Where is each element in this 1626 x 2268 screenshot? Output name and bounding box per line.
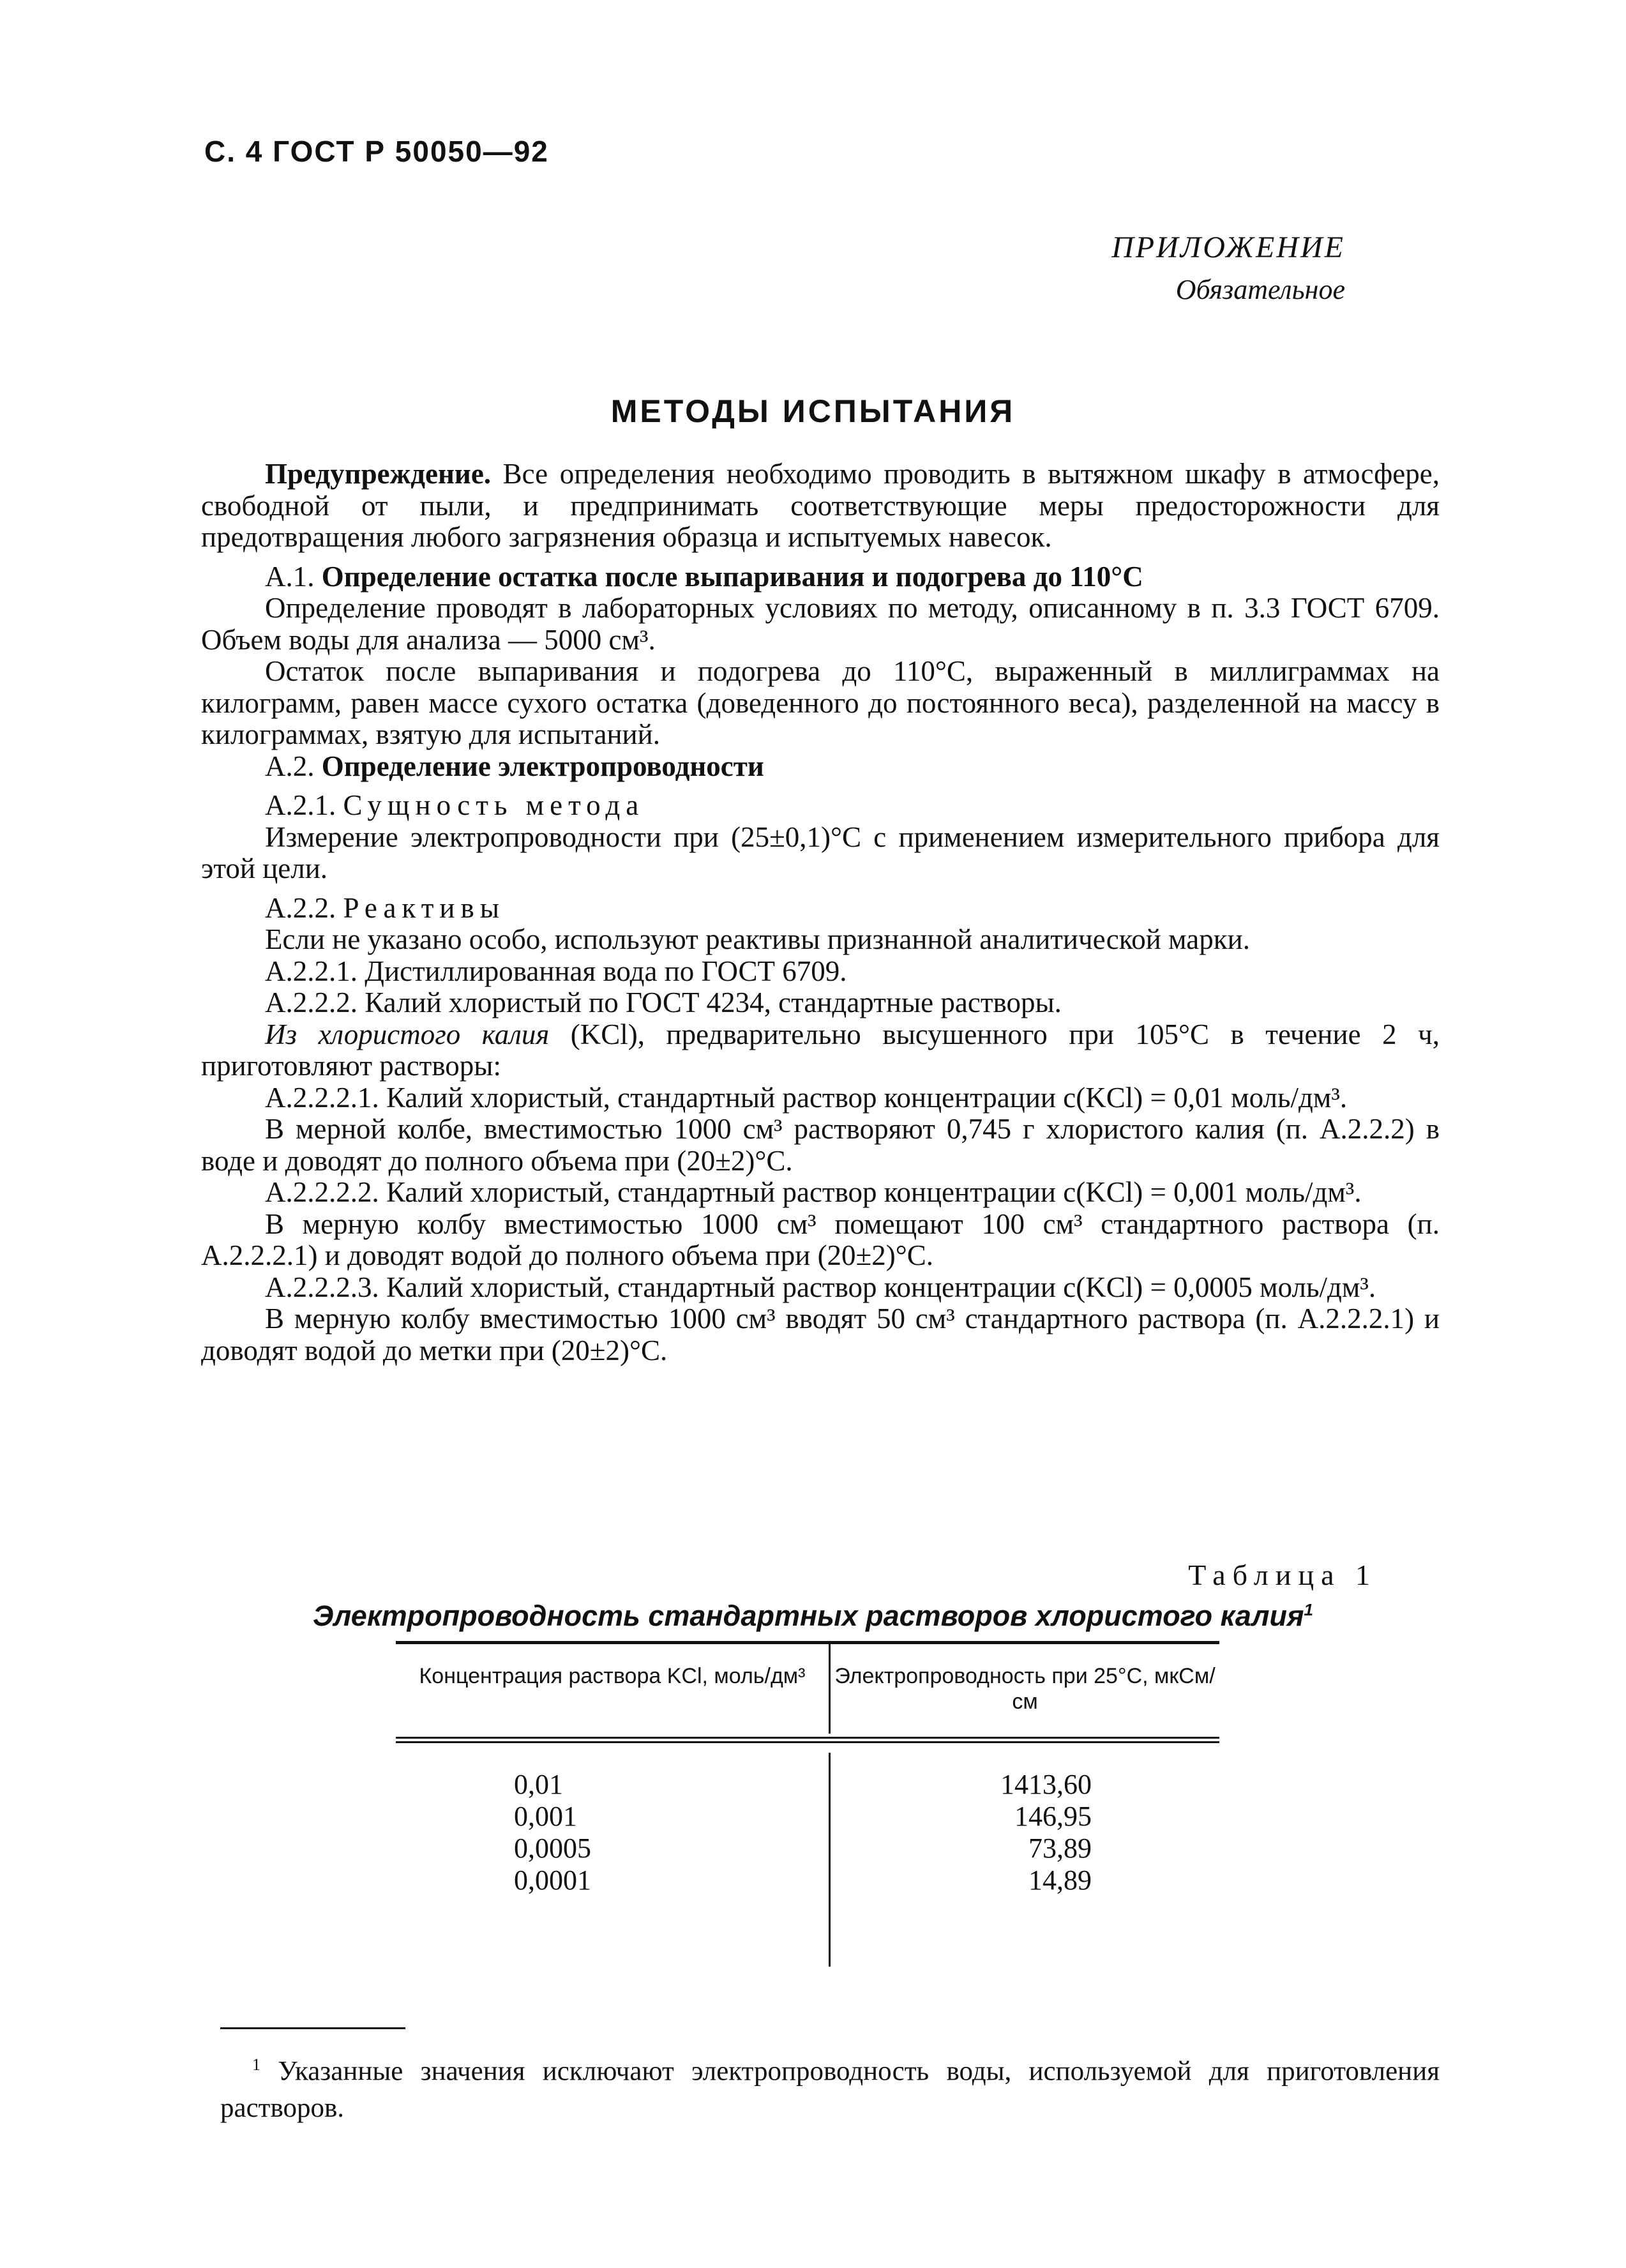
- table-rule: [396, 1741, 1219, 1743]
- table-title-text: Электропроводность стандартных растворов хлористого калия: [313, 1599, 1304, 1632]
- warning-paragraph: [201, 458, 1440, 554]
- section-a2-heading: [201, 751, 1440, 783]
- footnote-marker: 1: [252, 2055, 260, 2074]
- paragraph: А.2.2.2.1. Калий хлористый, стандартный раствор концентрации c(KCl) = 0,01 моль/дм³.: [265, 1081, 1348, 1114]
- section-title: МЕТОДЫ ИСПЫТАНИЯ: [610, 393, 1016, 429]
- paragraph: Если не указано особо, используют реактивы признанной аналитической марки.: [265, 923, 1250, 955]
- warning-text: Все определения необходимо проводить в вытяжном шкафу в атмосфере, свободной от пыли, и предпринимать соответствующие меры предосторожности для предотвращения любого загрязнения образца и испытуемых навесок.: [201, 458, 1440, 553]
- section-number: А.2.: [265, 750, 322, 782]
- section-number: А.2.2.: [265, 891, 343, 924]
- table-divider: [829, 1753, 831, 1967]
- table-caption: Таблица 1: [1188, 1559, 1377, 1591]
- table-cell: 14,89: [1028, 1864, 1092, 1896]
- table-cell: 1413,60: [1000, 1769, 1092, 1800]
- paragraph: А.2.2.2.2. Калий хлористый, стандартный раствор концентрации c(KCl) = 0,001 моль/дм³.: [265, 1176, 1362, 1208]
- table-cell: 0,01: [514, 1769, 563, 1800]
- footnote-text: Указанные значения исключают электропроводность воды, используемой для приготовления растворов.: [220, 2056, 1440, 2124]
- footnote-marker: 1: [1304, 1600, 1313, 1619]
- paragraph-text: (KCl), предварительно высушенного при 105°С в течение 2 ч, приготовляют растворы:: [201, 1018, 1440, 1082]
- footnote: [220, 2046, 1440, 2127]
- paragraph: В мерную колбу вместимостью 1000 см³ помещают 100 см³ стандартного раствора (п. А.2.2.2.1) и доводят водой до полного объема при (20±2)°С.: [201, 1207, 1440, 1271]
- table-title: [0, 1599, 1626, 1633]
- table-rule: [396, 1641, 1219, 1644]
- section-number: А.1.: [265, 560, 322, 593]
- section-heading-text: Реактивы: [343, 891, 505, 924]
- table-column-concentration: [514, 1769, 603, 1896]
- table-cell: 73,89: [1028, 1833, 1092, 1864]
- table-rule: [396, 1737, 1219, 1739]
- footnote-divider: [220, 2027, 405, 2029]
- paragraph: Определение проводят в лабораторных условиях по методу, описанному в п. 3.3 ГОСТ 6709. Объем воды для анализа — 5000 см³.: [201, 592, 1440, 656]
- paragraph: В мерной колбе, вместимостью 1000 см³ растворяют 0,745 г хлористого калия (п. А.2.2.2) в воде и доводят до полного объема при (20±2)°С.: [201, 1113, 1440, 1177]
- data-table: [396, 1641, 1219, 1967]
- appendix-status: Обязательное: [1175, 274, 1345, 305]
- section-heading-text: Определение остатка после выпаривания и подогрева до 110°С: [321, 560, 1143, 593]
- table-header-conductivity: Электропроводность при 25°С, мкСм/см: [834, 1664, 1216, 1714]
- table-cell: 0,0005: [514, 1833, 591, 1864]
- italic-text: Из хлористого калия: [265, 1018, 550, 1050]
- section-a22-heading: [201, 893, 1440, 925]
- paragraph: В мерную колбу вместимостью 1000 см³ вводят 50 см³ стандартного раствора (п. А.2.2.2.1) и доводят водой до метки при (20±2)°С.: [201, 1303, 1440, 1366]
- paragraph: А.2.2.2.3. Калий хлористый, стандартный раствор концентрации c(KCl) = 0,0005 моль/дм³.: [265, 1271, 1376, 1303]
- section-heading-text: Сущность метода: [343, 789, 645, 821]
- table-column-conductivity: [970, 1769, 1092, 1896]
- paragraph: Остаток после выпаривания и подогрева до 110°С, выраженный в миллиграммах на килограмм, равен массе сухого остатка (доведенного до постоянного веса), разделенной на массу в килограммах, взятую для испытаний.: [201, 655, 1440, 750]
- appendix-title: ПРИЛОЖЕНИЕ: [1111, 231, 1345, 264]
- table-cell: 0,001: [514, 1801, 577, 1832]
- section-number: А.2.1.: [265, 789, 343, 821]
- table-cell: 146,95: [1014, 1801, 1092, 1832]
- table-header-concentration: Концентрация раствора KCl, моль/дм³: [419, 1664, 806, 1688]
- document-body: [201, 458, 1440, 1366]
- warning-label: Предупреждение.: [265, 458, 492, 490]
- paragraph: А.2.2.2. Калий хлористый по ГОСТ 4234, стандартные растворы.: [265, 987, 1062, 1018]
- table-cell: 0,0001: [514, 1864, 591, 1896]
- paragraph: [201, 1019, 1440, 1082]
- section-a1-heading: [201, 561, 1440, 593]
- section-heading-text: Определение электропроводности: [321, 750, 764, 782]
- paragraph: А.2.2.1. Дистиллированная вода по ГОСТ 6709.: [265, 955, 847, 987]
- paragraph: Измерение электропроводности при (25±0,1)°С с применением измерительного прибора для этой цели.: [201, 820, 1440, 884]
- section-a21-heading: [201, 790, 1440, 822]
- appendix-label: [1111, 227, 1345, 311]
- page-header: С. 4 ГОСТ Р 50050—92: [204, 135, 549, 168]
